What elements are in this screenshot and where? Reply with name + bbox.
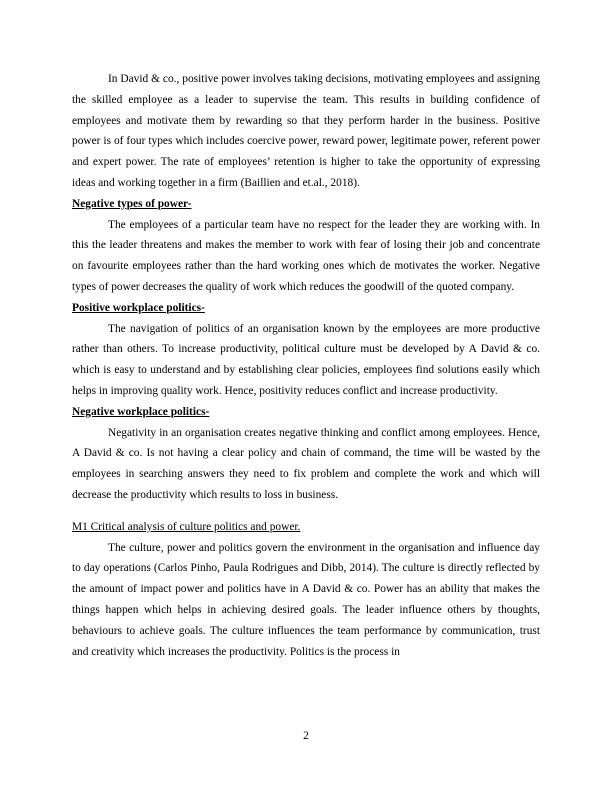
heading-negative-power: Negative types of power-: [72, 197, 192, 210]
heading-positive-politics: Positive workplace politics-: [72, 301, 205, 314]
paragraph-positive-power: In David & co., positive power involves taking decisions, motivating employees and assigning the skilled employee as a leader to supervise the team. This results in building confidence of employees and motivate them by rewarding so that they perform harder in the business. Positive power is of four types which includes coercive power, reward power, legitimate power, referent power and expert power. The rate of employees’ retention is higher to take the opportunity of expressing ideas and working together in a firm (Baillien and et.al., 2018).: [72, 73, 540, 189]
section-gap: [72, 506, 540, 517]
paragraph-positive-politics: The navigation of politics of an organisation known by the employees are more productive rather than others. To increase productivity, political culture must be developed by A David & co. which is easy to understand and by establishing clear policies, employees find solutions easily which helps in improving quality work. Hence, positivity reduces conflict and increase productivity.: [72, 322, 540, 397]
paragraph-culture-analysis: The culture, power and politics govern the environment in the organisation and influence day to day operations (Carlos Pinho, Paula Rodrigues and Dibb, 2014). The culture is directly reflected by the amount of impact power and politics have in A David & co. Power has an ability that makes the things happen which helps in achieving desired goals. The leader influence others by thoughts, behaviours to achieve goals. The culture influences the team performance by communication, trust and creativity which increases the productivity. Politics is the process in: [72, 541, 540, 658]
page-number: 2: [303, 730, 309, 742]
paragraph-negative-politics: Negativity in an organisation creates negative thinking and conflict among employees. Hence, A David & co. Is not having a clear policy and chain of command, the time will be wasted by the employees in searching answers they need to fix problem and complete the work and which will decrease the productivity which results to loss in business.: [72, 426, 540, 501]
section-heading-m1: M1 Critical analysis of culture politics and power.: [72, 520, 301, 533]
heading-negative-politics: Negative workplace politics-: [72, 405, 210, 418]
paragraph-negative-power: The employees of a particular team have no respect for the leader they are working with. In this the leader threatens and makes the member to work with fear of losing their job and concentrate on favourite employees rather than the hard working ones which de motivates the worker. Negative types of power decreases the quality of work which reduces the goodwill of the quoted company.: [72, 218, 540, 293]
document-body: [72, 69, 540, 662]
